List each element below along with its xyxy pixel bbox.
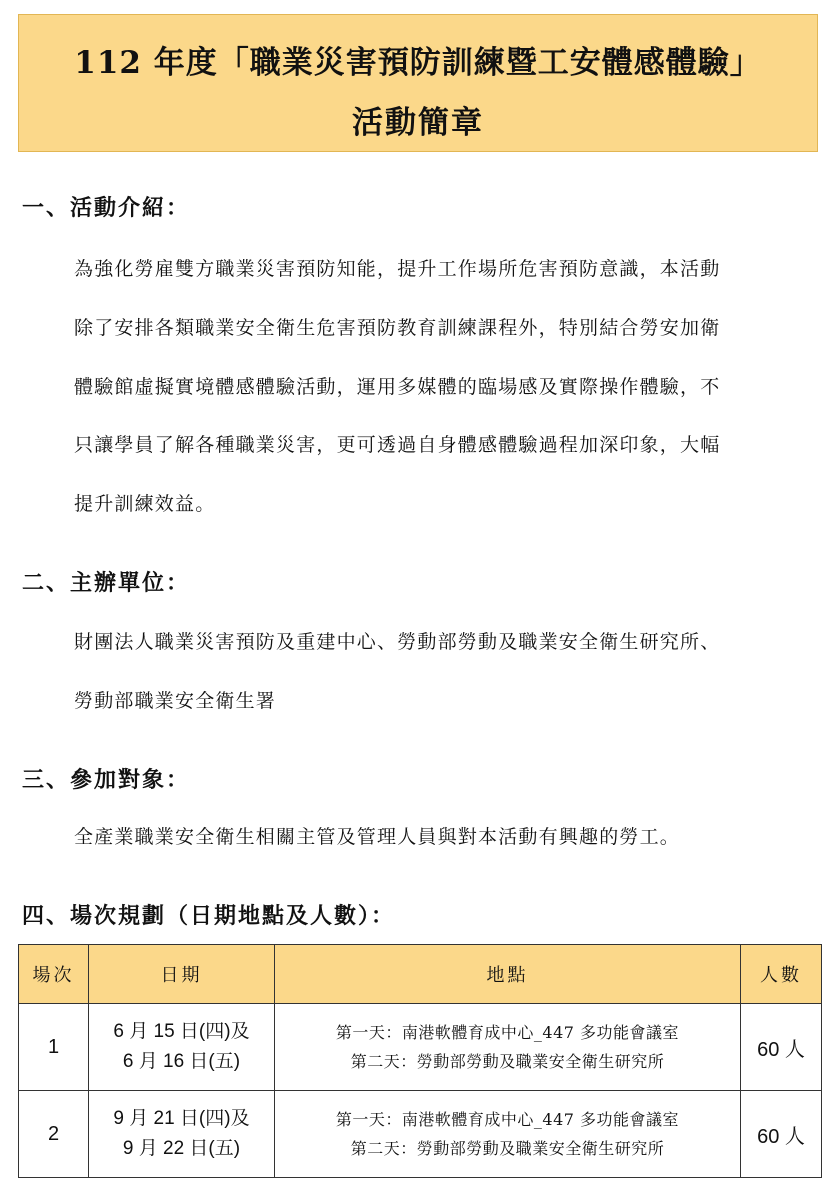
session-capacity: 60 人 [741,1091,822,1178]
header-capacity: 人數 [741,945,822,1004]
table-row [19,1004,822,1091]
header-date: 日期 [89,945,275,1004]
session-number: 2 [19,1091,89,1178]
organizer-line: 勞動部職業安全衛生署 [74,690,277,712]
session-date [89,1091,275,1178]
date-line: 6 月 16 日(五) [122,1051,241,1072]
intro-line: 除了安排各類職業安全衛生危害預防教育訓練課程外，特別結合勞安加衛 [74,317,721,339]
intro-line: 體驗館虛擬實境體感體驗活動，運用多媒體的臨場感及實際操作體驗，不 [74,376,721,398]
header-place: 地點 [275,945,741,1004]
section-heading-intro: 一、活動介紹： [22,195,191,221]
session-place [275,1091,741,1178]
session-capacity: 60 人 [741,1004,822,1091]
intro-line: 提升訓練效益。 [74,493,216,515]
date-line: 9 月 22 日(五) [122,1138,241,1159]
page-subtitle: 活動簡章 [352,105,484,141]
place-line: 第一天：南港軟體育成中心_447 多功能會議室 [335,1023,680,1042]
table-row [19,1091,822,1178]
section-heading-organizer: 二、主辦單位： [22,570,191,596]
place-line: 第二天：勞動部勞動及職業安全衛生研究所 [350,1139,665,1158]
place-line: 第二天：勞動部勞動及職業安全衛生研究所 [350,1052,665,1071]
page-title: 112 年度「職業災害預防訓練暨工安體感體驗」 [74,45,762,81]
section-heading-audience: 三、參加對象： [22,767,191,793]
intro-line: 只讓學員了解各種職業災害，更可透過自身體感體驗過程加深印象，大幅 [74,434,721,456]
intro-line: 為強化勞雇雙方職業災害預防知能，提升工作場所危害預防意識，本活動 [74,258,721,280]
date-line: 9 月 21 日(四)及 [113,1108,250,1129]
date-line: 6 月 15 日(四)及 [113,1021,250,1042]
organizer-line: 財團法人職業災害預防及重建中心、勞動部勞動及職業安全衛生研究所、 [74,631,721,653]
place-line: 第一天：南港軟體育成中心_447 多功能會議室 [335,1110,680,1129]
session-number: 1 [19,1004,89,1091]
section-heading-schedule: 四、場次規劃（日期地點及人數）： [22,903,396,929]
schedule-table [18,944,822,1178]
title-banner [18,14,818,152]
table-header-row [19,945,822,1004]
session-date [89,1004,275,1091]
audience-line: 全產業職業安全衛生相關主管及管理人員與對本活動有興趣的勞工。 [74,826,681,848]
header-session: 場次 [19,945,89,1004]
session-place [275,1004,741,1091]
